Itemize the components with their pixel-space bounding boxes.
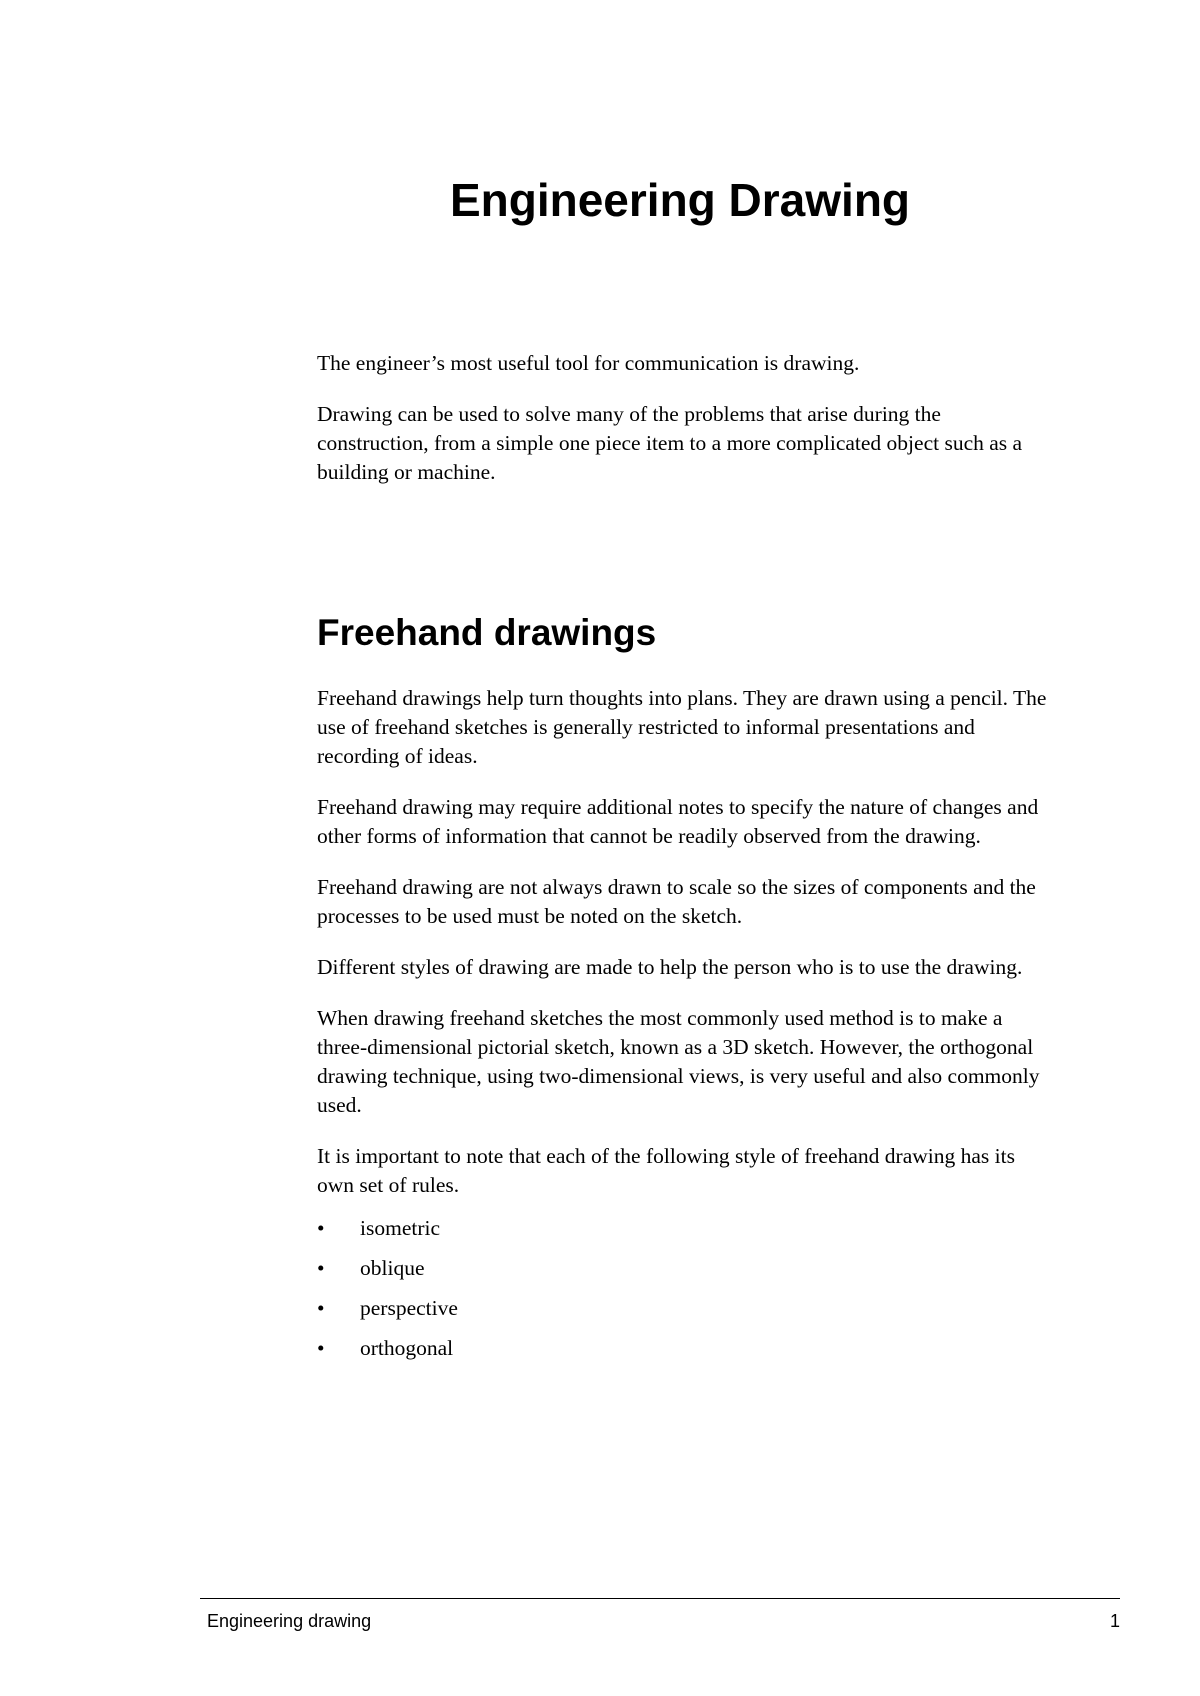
footer-divider xyxy=(200,1598,1120,1599)
bullet-icon: • xyxy=(317,1256,325,1280)
section-paragraph: Freehand drawing are not always drawn to scale so the sizes of components and the processes to be used must be noted on the sketch. xyxy=(317,875,1036,928)
intro-block xyxy=(317,349,1057,509)
bullet-icon: • xyxy=(317,1336,325,1360)
section-paragraph: It is important to note that each of the following style of freehand drawing has its own set of rules. xyxy=(317,1144,1015,1197)
style-list xyxy=(317,1214,1057,1363)
section-heading: Freehand drawings xyxy=(317,612,657,653)
freehand-section xyxy=(317,610,1057,1374)
section-paragraph: Different styles of drawing are made to help the person who is to use the drawing. xyxy=(317,955,1023,979)
intro-paragraph: Drawing can be used to solve many of the problems that arise during the construction, from a simple one piece item to a more complicated object such as a building or machine. xyxy=(317,402,1023,484)
list-item-label: perspective xyxy=(360,1296,458,1320)
section-paragraph: When drawing freehand sketches the most commonly used method is to make a three-dimensional pictorial sketch, known as a 3D sketch. However, the orthogonal drawing technique, using two-dimensional views, is very useful and also commonly used. xyxy=(317,1006,1040,1117)
intro-paragraph: The engineer’s most useful tool for communication is drawing. xyxy=(317,351,860,375)
list-item xyxy=(317,1294,1057,1323)
list-item-label: orthogonal xyxy=(360,1336,454,1360)
list-item xyxy=(317,1334,1057,1363)
list-item-label: oblique xyxy=(360,1256,425,1280)
page-title: Engineering Drawing xyxy=(449,174,911,226)
bullet-icon: • xyxy=(317,1296,325,1320)
section-paragraph: Freehand drawing may require additional notes to specify the nature of changes and other forms of information that cannot be readily observed from the drawing. xyxy=(317,795,1039,848)
page-number: 1 xyxy=(1109,1611,1120,1631)
list-item-label: isometric xyxy=(360,1216,441,1240)
bullet-icon: • xyxy=(317,1216,325,1240)
footer-title: Engineering drawing xyxy=(207,1611,372,1631)
section-paragraph: Freehand drawings help turn thoughts into plans. They are drawn using a pencil. The use of freehand sketches is generally restricted to informal presentations and recording of ideas. xyxy=(317,686,1047,768)
list-item xyxy=(317,1214,1057,1243)
list-item xyxy=(317,1254,1057,1283)
